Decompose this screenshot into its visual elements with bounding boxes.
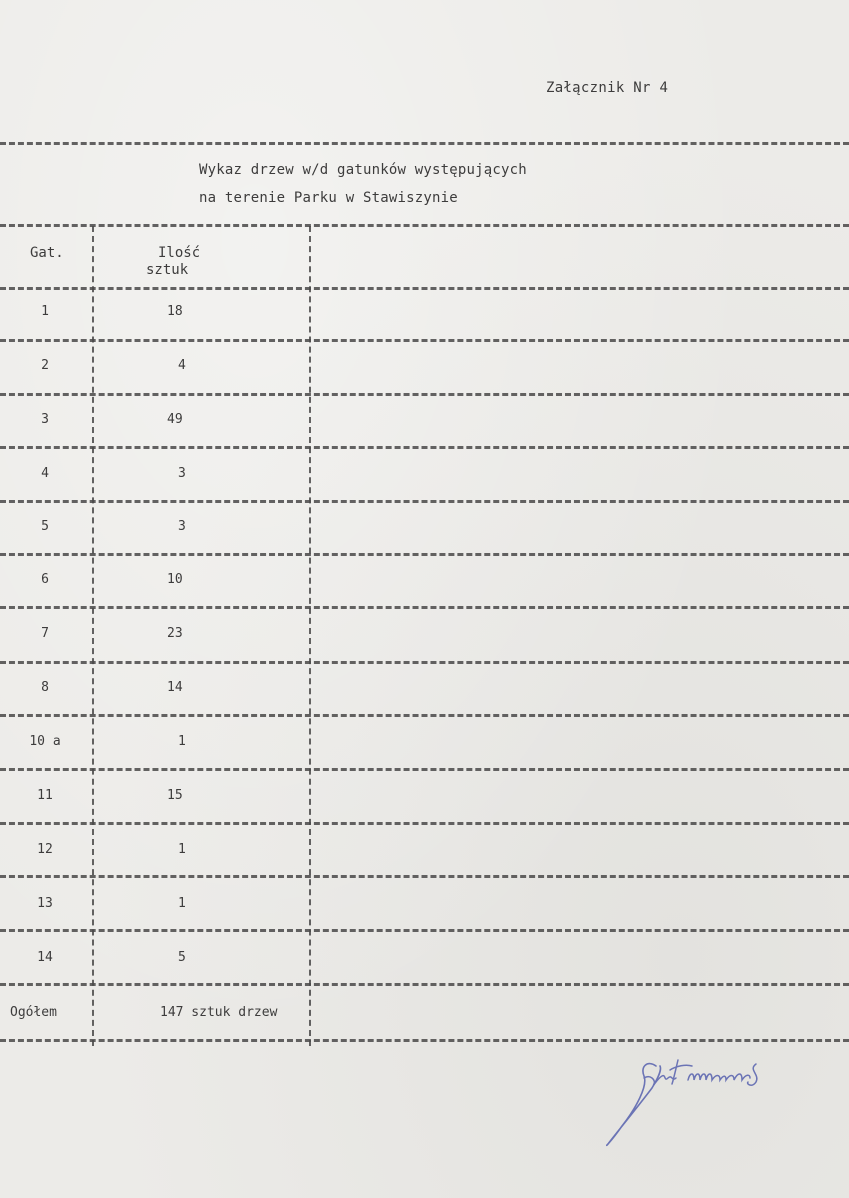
signature	[600, 1048, 810, 1153]
document-title-line1: Wykaz drzew w/d gatunków występujących	[199, 162, 527, 178]
table-rule	[0, 446, 849, 449]
table-column-divider-1	[92, 226, 94, 1046]
table-rule	[0, 929, 849, 932]
document-title-line2: na terenie Parku w Stawiszynie	[199, 190, 458, 206]
table-cell-gat: 8	[41, 680, 49, 695]
column-header-gat: Gat.	[30, 245, 64, 261]
table-cell-gat: 2	[41, 358, 49, 373]
table-rule	[0, 714, 849, 717]
table-cell-count: 4	[178, 358, 186, 373]
table-total-value: 147 sztuk drzew	[160, 1005, 278, 1020]
table-cell-gat: 14	[37, 950, 53, 965]
divider-top	[0, 142, 849, 145]
table-cell-gat: 10 a	[29, 734, 61, 749]
table-rule	[0, 287, 849, 290]
table-cell-count: 18	[167, 304, 183, 319]
table-cell-gat: 13	[37, 896, 53, 911]
table-cell-gat: 5	[41, 519, 49, 534]
table-cell-gat: 4	[41, 466, 49, 481]
table-cell-gat: 11	[37, 788, 53, 803]
table-cell-gat: 6	[41, 572, 49, 587]
table-cell-gat: 7	[41, 626, 49, 641]
table-cell-count: 10	[167, 572, 183, 587]
table-cell-count: 49	[167, 412, 183, 427]
table-total-label: Ogółem	[10, 1005, 57, 1020]
table-rule-bottom	[0, 1039, 849, 1042]
table-cell-count: 3	[178, 519, 186, 534]
column-header-ilosc-line2: sztuk	[146, 262, 189, 278]
column-header-ilosc-line1: Ilość	[158, 245, 201, 261]
table-rule	[0, 983, 849, 986]
table-cell-gat: 12	[37, 842, 53, 857]
table-rule	[0, 606, 849, 609]
table-rule	[0, 661, 849, 664]
table-rule	[0, 553, 849, 556]
table-column-divider-2	[309, 226, 311, 1046]
table-cell-count: 5	[178, 950, 186, 965]
table-cell-count: 1	[178, 896, 186, 911]
table-cell-count: 1	[178, 842, 186, 857]
table-rule	[0, 768, 849, 771]
table-cell-count: 3	[178, 466, 186, 481]
table-rule	[0, 875, 849, 878]
table-cell-count: 23	[167, 626, 183, 641]
column-header-ilosc	[146, 245, 201, 279]
table-rule	[0, 500, 849, 503]
table-rule	[0, 339, 849, 342]
annex-label: Załącznik Nr 4	[546, 80, 669, 96]
table-cell-gat: 3	[41, 412, 49, 427]
table-rule-header-top	[0, 224, 849, 227]
table-cell-count: 14	[167, 680, 183, 695]
table-cell-gat: 1	[41, 304, 49, 319]
table-cell-count: 1	[178, 734, 186, 749]
table-rule	[0, 822, 849, 825]
table-cell-count: 15	[167, 788, 183, 803]
table-rule	[0, 393, 849, 396]
